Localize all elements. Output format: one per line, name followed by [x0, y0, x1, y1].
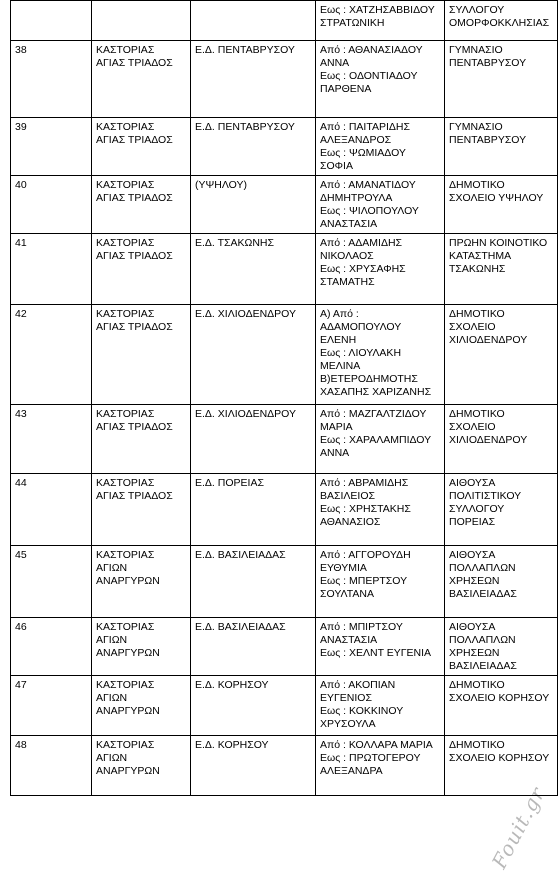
- table-row: [11, 176, 558, 234]
- cell-voter-range: [316, 736, 445, 796]
- municipality-line: ΑΓΙΑΣ ΤΡΙΑΔΟΣ: [96, 57, 173, 69]
- cell-number: [11, 234, 92, 305]
- range-line: ΑΛΕΞΑΝΔΡΟΣ: [320, 134, 392, 146]
- table-row: [11, 736, 558, 796]
- municipality-line: ΚΑΣΤΟΡΙΑΣ: [96, 408, 155, 420]
- cell-voter-range: [316, 176, 445, 234]
- range-line: ΕΥΓΕΝΙΟΣ: [320, 692, 372, 704]
- range-line: Από : ΑΓΓΟΡΟΥΔΗ: [320, 549, 411, 561]
- place-line: ΣΧΟΛΕΙΟ ΚΟΡΗΣΟΥ: [449, 692, 550, 704]
- electoral-unit: Ε.Δ. ΚΟΡΗΣΟΥ: [195, 739, 269, 751]
- place-line: ΣΧΟΛΕΙΟ: [449, 421, 496, 433]
- range-line: ΝΙΚΟΛΑΟΣ: [320, 250, 374, 262]
- municipality-line: ΚΑΣΤΟΡΙΑΣ: [96, 308, 155, 320]
- cell-municipality: [92, 546, 191, 618]
- cell-number: [11, 405, 92, 474]
- electoral-unit: Ε.Δ. ΧΙΛΙΟΔΕΝΔΡΟΥ: [195, 308, 297, 320]
- table-row: [11, 546, 558, 618]
- cell-voter-range: [316, 118, 445, 176]
- range-line: ΑΝΑΣΤΑΣΙΑ: [320, 634, 378, 646]
- row-number: 47: [15, 679, 27, 691]
- cell-unit: [191, 474, 316, 546]
- place-line: ΒΑΣΙΛΕΙΑΔΑΣ: [449, 588, 517, 600]
- place-line: ΧΙΛΙΟΔΕΝΔΡΟΥ: [449, 334, 528, 346]
- range-line: Εως : ΚΟΚΚΙΝΟΥ: [320, 705, 404, 717]
- range-line: ΑΝΝΑ: [320, 57, 350, 69]
- range-line: Εως : ΨΙΛΟΠΟΥΛΟΥ: [320, 205, 419, 217]
- place-line: ΧΡΗΣΕΩΝ: [449, 647, 500, 659]
- municipality-line: ΑΓΙΩΝ: [96, 562, 128, 574]
- cell-voter-range: [316, 305, 445, 405]
- cell-voter-range: [316, 546, 445, 618]
- cell-polling-place: [445, 736, 558, 796]
- cell-number: [11, 474, 92, 546]
- table-row: [11, 234, 558, 305]
- range-line: Εως : ΨΩΜΙΑΔΟΥ: [320, 147, 406, 159]
- row-number: 39: [15, 121, 27, 133]
- municipality-line: ΑΓΙΑΣ ΤΡΙΑΔΟΣ: [96, 250, 173, 262]
- municipality-line: ΚΑΣΤΟΡΙΑΣ: [96, 621, 155, 633]
- electoral-unit: Ε.Δ. ΠΕΝΤΑΒΡΥΣΟΥ: [195, 44, 295, 56]
- range-line: Εως : ΜΠΕΡΤΣΟΥ: [320, 575, 408, 587]
- cell-municipality: [92, 405, 191, 474]
- polling-stations-table: [10, 0, 558, 796]
- place-line: ΣΧΟΛΕΙΟ ΚΟΡΗΣΟΥ: [449, 752, 550, 764]
- place-line: ΠΡΩΗΝ ΚΟΙΝΟΤΙΚΟ: [449, 237, 548, 249]
- table-row: [11, 41, 558, 118]
- range-line: ΣΟΥΛΤΑΝΑ: [320, 588, 375, 600]
- cell-voter-range: [316, 234, 445, 305]
- place-line: ΔΗΜΟΤΙΚΟ: [449, 408, 505, 420]
- range-line: ΑΛΕΞΑΝΔΡΑ: [320, 765, 383, 777]
- municipality-line: ΑΓΙΩΝ: [96, 752, 128, 764]
- range-line: Από : ΠΑΙΤΑΡΙΔΗΣ: [320, 121, 410, 133]
- place-line: ΑΙΘΟΥΣΑ: [449, 621, 496, 633]
- place-line: ΔΗΜΟΤΙΚΟ: [449, 739, 505, 751]
- range-line: Από : ΜΠΙΡΤΣΟΥ: [320, 621, 403, 633]
- range-line: ΧΑΣΑΠΗΣ ΧΑΡΙΖΑΝΗΣ: [320, 386, 432, 398]
- range-line: ΔΗΜΗΤΡΟΥΛΑ: [320, 192, 393, 204]
- cell-polling-place: [445, 118, 558, 176]
- range-line: Εως : ΧΑΤΖΗΣΑΒΒΙΔΟΥ: [320, 4, 435, 16]
- cell-unit: [191, 405, 316, 474]
- cell-polling-place: [445, 1, 558, 41]
- cell-unit: [191, 736, 316, 796]
- range-line: ΣΤΑΜΑΤΗΣ: [320, 276, 375, 288]
- range-line: ΧΡΥΣΟΥΛΑ: [320, 718, 376, 730]
- cell-voter-range: [316, 676, 445, 736]
- cell-municipality: [92, 176, 191, 234]
- range-line: Από : ΑΚΟΠΙΑΝ: [320, 679, 396, 691]
- range-line: Από : ΑΜΑΝΑΤΙΔΟΥ: [320, 179, 416, 191]
- cell-unit: [191, 546, 316, 618]
- range-line: Εως : ΧΕΛΝΤ ΕΥΓΕΝΙΑ: [320, 647, 432, 659]
- cell-number: [11, 41, 92, 118]
- municipality-line: ΑΝΑΡΓΥΡΩΝ: [96, 647, 160, 659]
- place-line: ΔΗΜΟΤΙΚΟ: [449, 308, 505, 320]
- place-line: ΠΟΛΙΤΙΣΤΙΚΟΥ: [449, 490, 522, 502]
- electoral-unit: (ΥΨΗΛΟΥ): [195, 179, 247, 191]
- row-number: 48: [15, 739, 27, 751]
- electoral-unit: Ε.Δ. ΒΑΣΙΛΕΙΑΔΑΣ: [195, 621, 286, 633]
- cell-municipality: [92, 676, 191, 736]
- place-line: ΠΟΡΕΙΑΣ: [449, 516, 496, 528]
- range-line: ΜΑΡΙΑ: [320, 421, 353, 433]
- electoral-unit: Ε.Δ. ΠΕΝΤΑΒΡΥΣΟΥ: [195, 121, 295, 133]
- place-line: ΤΣΑΚΩΝΗΣ: [449, 263, 506, 275]
- municipality-line: ΑΓΙΑΣ ΤΡΙΑΔΟΣ: [96, 490, 173, 502]
- table-row: [11, 474, 558, 546]
- cell-polling-place: [445, 41, 558, 118]
- municipality-line: ΑΓΙΑΣ ΤΡΙΑΔΟΣ: [96, 192, 173, 204]
- cell-unit: [191, 1, 316, 41]
- place-line: ΠΟΛΛΑΠΛΩΝ: [449, 562, 516, 574]
- place-line: ΓΥΜΝΑΣΙΟ: [449, 44, 503, 56]
- cell-number: [11, 618, 92, 676]
- place-line: ΧΙΛΙΟΔΕΝΔΡΟΥ: [449, 434, 528, 446]
- municipality-line: ΚΑΣΤΟΡΙΑΣ: [96, 477, 155, 489]
- cell-polling-place: [445, 676, 558, 736]
- cell-polling-place: [445, 176, 558, 234]
- municipality-line: ΚΑΣΤΟΡΙΑΣ: [96, 679, 155, 691]
- cell-voter-range: [316, 405, 445, 474]
- range-line: Εως : ΧΡΥΣΑΦΗΣ: [320, 263, 406, 275]
- cell-unit: [191, 41, 316, 118]
- place-line: ΔΗΜΟΤΙΚΟ: [449, 679, 505, 691]
- place-line: ΣΥΛΛΟΓΟΥ: [449, 4, 505, 16]
- municipality-line: ΑΓΙΑΣ ΤΡΙΑΔΟΣ: [96, 421, 173, 433]
- row-number: 40: [15, 179, 27, 191]
- range-line: ΕΛΕΝΗ: [320, 334, 357, 346]
- range-line: Α) Από :: [320, 308, 359, 320]
- place-line: ΠΕΝΤΑΒΡΥΣΟΥ: [449, 134, 527, 146]
- table-row-continued: [11, 1, 558, 41]
- municipality-line: ΑΝΑΡΓΥΡΩΝ: [96, 575, 160, 587]
- watermark: Fouit.gr: [487, 782, 550, 872]
- municipality-line: ΑΓΙΑΣ ΤΡΙΑΔΟΣ: [96, 321, 173, 333]
- cell-municipality: [92, 305, 191, 405]
- range-line: Από : ΚΟΛΛΑΡΑ ΜΑΡΙΑ: [320, 739, 433, 751]
- table-row: [11, 618, 558, 676]
- cell-unit: [191, 176, 316, 234]
- range-line: ΑΘΑΝΑΣΙΟΣ: [320, 516, 381, 528]
- cell-voter-range: [316, 474, 445, 546]
- cell-number: [11, 118, 92, 176]
- table-row: [11, 305, 558, 405]
- cell-unit: [191, 118, 316, 176]
- row-number: 45: [15, 549, 27, 561]
- municipality-line: ΑΓΙΑΣ ΤΡΙΑΔΟΣ: [96, 134, 173, 146]
- place-line: ΒΑΣΙΛΕΙΑΔΑΣ: [449, 660, 517, 672]
- range-line: ΣΤΡΑΤΩΝΙΚΗ: [320, 17, 385, 29]
- row-number: 38: [15, 44, 27, 56]
- place-line: ΠΟΛΛΑΠΛΩΝ: [449, 634, 516, 646]
- place-line: ΓΥΜΝΑΣΙΟ: [449, 121, 503, 133]
- cell-number: [11, 176, 92, 234]
- cell-municipality: [92, 618, 191, 676]
- table-body: [11, 1, 558, 796]
- cell-number: [11, 305, 92, 405]
- electoral-unit: Ε.Δ. ΒΑΣΙΛΕΙΑΔΑΣ: [195, 549, 286, 561]
- municipality-line: ΚΑΣΤΟΡΙΑΣ: [96, 179, 155, 191]
- row-number: 44: [15, 477, 27, 489]
- cell-municipality: [92, 234, 191, 305]
- place-line: ΟΜΟΡΦΟΚΚΛΗΣΙΑΣ: [449, 17, 550, 29]
- range-line: Εως : ΧΑΡΑΛΑΜΠΙΔΟΥ: [320, 434, 432, 446]
- range-line: ΑΝΑΣΤΑΣΙΑ: [320, 218, 378, 230]
- row-number: 41: [15, 237, 27, 249]
- place-line: ΑΙΘΟΥΣΑ: [449, 477, 496, 489]
- municipality-line: ΚΑΣΤΟΡΙΑΣ: [96, 237, 155, 249]
- table-row: [11, 405, 558, 474]
- cell-polling-place: [445, 234, 558, 305]
- row-number: 46: [15, 621, 27, 633]
- municipality-line: ΚΑΣΤΟΡΙΑΣ: [96, 549, 155, 561]
- place-line: ΠΕΝΤΑΒΡΥΣΟΥ: [449, 57, 527, 69]
- cell-municipality: [92, 118, 191, 176]
- electoral-unit: Ε.Δ. ΤΣΑΚΩΝΗΣ: [195, 237, 274, 249]
- range-line: Εως : ΟΔΟΝΤΙΑΔΟΥ: [320, 70, 418, 82]
- cell-unit: [191, 618, 316, 676]
- table-row: [11, 118, 558, 176]
- row-number: 43: [15, 408, 27, 420]
- cell-unit: [191, 234, 316, 305]
- municipality-line: ΑΓΙΩΝ: [96, 692, 128, 704]
- cell-municipality: [92, 1, 191, 41]
- range-line: ΣΟΦΙΑ: [320, 160, 353, 172]
- cell-unit: [191, 305, 316, 405]
- cell-voter-range: [316, 618, 445, 676]
- range-line: ΒΑΣΙΛΕΙΟΣ: [320, 490, 376, 502]
- municipality-line: ΑΝΑΡΓΥΡΩΝ: [96, 765, 160, 777]
- cell-number: [11, 676, 92, 736]
- cell-polling-place: [445, 305, 558, 405]
- electoral-unit: Ε.Δ. ΠΟΡΕΙΑΣ: [195, 477, 264, 489]
- place-line: ΣΥΛΛΟΓΟΥ: [449, 503, 505, 515]
- table-row: [11, 676, 558, 736]
- cell-voter-range: [316, 41, 445, 118]
- cell-polling-place: [445, 618, 558, 676]
- place-line: ΧΡΗΣΕΩΝ: [449, 575, 500, 587]
- range-line: ΑΔΑΜΟΠΟΥΛΟΥ: [320, 321, 402, 333]
- electoral-unit: Ε.Δ. ΚΟΡΗΣΟΥ: [195, 679, 269, 691]
- cell-unit: [191, 676, 316, 736]
- cell-number: [11, 1, 92, 41]
- cell-municipality: [92, 41, 191, 118]
- place-line: ΚΑΤΑΣΤΗΜΑ: [449, 250, 512, 262]
- cell-municipality: [92, 474, 191, 546]
- range-line: Από : ΑΔΑΜΙΔΗΣ: [320, 237, 403, 249]
- municipality-line: ΑΝΑΡΓΥΡΩΝ: [96, 705, 160, 717]
- cell-polling-place: [445, 546, 558, 618]
- cell-voter-range: [316, 1, 445, 41]
- place-line: ΣΧΟΛΕΙΟ: [449, 321, 496, 333]
- range-line: Εως : ΛΙΟΥΛΑΚΗ: [320, 347, 402, 359]
- cell-municipality: [92, 736, 191, 796]
- place-line: ΑΙΘΟΥΣΑ: [449, 549, 496, 561]
- range-line: Από : ΜΑΖΓΑΛΤΖΙΔΟΥ: [320, 408, 427, 420]
- range-line: Εως : ΧΡΗΣΤΑΚΗΣ: [320, 503, 411, 515]
- cell-polling-place: [445, 474, 558, 546]
- range-line: ΜΕΛΙΝΑ: [320, 360, 361, 372]
- cell-number: [11, 736, 92, 796]
- municipality-line: ΚΑΣΤΟΡΙΑΣ: [96, 739, 155, 751]
- range-line: Β)ΕΤΕΡΟΔΗΜΟΤΗΣ: [320, 373, 418, 385]
- range-line: Από : ΑΘΑΝΑΣΙΑΔΟΥ: [320, 44, 423, 56]
- municipality-line: ΑΓΙΩΝ: [96, 634, 128, 646]
- municipality-line: ΚΑΣΤΟΡΙΑΣ: [96, 44, 155, 56]
- municipality-line: ΚΑΣΤΟΡΙΑΣ: [96, 121, 155, 133]
- range-line: Εως : ΠΡΩΤΟΓΕΡΟΥ: [320, 752, 421, 764]
- range-line: ΑΝΝΑ: [320, 447, 350, 459]
- range-line: ΠΑΡΘΕΝΑ: [320, 83, 372, 95]
- range-line: Από : ΑΒΡΑΜΙΔΗΣ: [320, 477, 409, 489]
- range-line: ΕΥΘΥΜΙΑ: [320, 562, 367, 574]
- place-line: ΣΧΟΛΕΙΟ ΥΨΗΛΟΥ: [449, 192, 544, 204]
- row-number: 42: [15, 308, 27, 320]
- cell-polling-place: [445, 405, 558, 474]
- cell-number: [11, 546, 92, 618]
- place-line: ΔΗΜΟΤΙΚΟ: [449, 179, 505, 191]
- electoral-unit: Ε.Δ. ΧΙΛΙΟΔΕΝΔΡΟΥ: [195, 408, 297, 420]
